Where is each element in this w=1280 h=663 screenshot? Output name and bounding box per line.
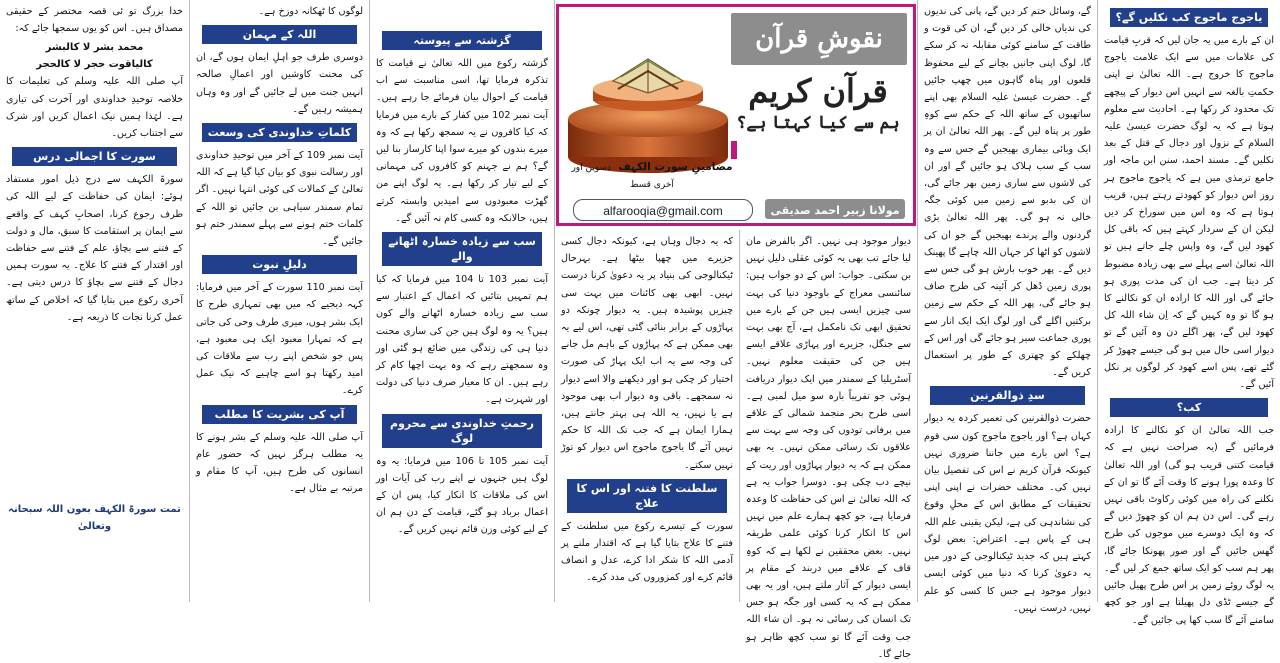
paragraph: دیوار موجود ہی نہیں۔ اگر بالفرض مان لیا جائے تب بھی یہ کوئی عقلی دلیل نہیں بن سکتی۔ جواب: اس کے دو جواب ہیں: سائنسی معراج کے باوجود دنیا کی بہت سی چیزیں ایسی ہیں جن کے بارے میں تحقیق ابھی تک نامکمل ہے، آج بھی بہت سے جنگل، جزیرے اور پہاڑی علاقے ایسے ہیں جن کی حقیقت معلوم نہیں۔ آسٹریلیا کے سمندر میں ایک دیوار دریافت ہوئی جو تقریباً بارہ سو میل لمبی ہے۔ اسی طرح بحر منجمد شمالی کے علاقے میں برفانی تودوں کی وجہ سے بہت سے علاقوں تک رسائی ممکن نہیں۔ یہ بھی ممکن ہے کہ یہ دیوار پہاڑوں اور ریت کے نیچے دب چکی ہو۔ دوسرا جواب یہ ہے کہ اللہ تعالیٰ نے اس کی حفاظت کا وعدہ فرمایا ہے، جو کچھ ہمارے علم میں نہیں اس کا انکار کرنا کوئی علمی طریقہ نہیں۔ بعض محققین نے لکھا ہے کہ کوہِ قاف کے علاقے میں دربند کے مقام پر ایسی دیوار کے آثار ملتے ہیں، اور یہ بھی ممکن ہے کہ یہ کسی اور جگہ ہو جس تک انسان کی رسائی نہ ہو۔ ان شاء اللہ جب وقت آئے گا تو سب کچھ ظاہر ہو جائے گا۔ xyxy=(746,236,911,660)
heading-sadd-zulqarnain: سدِ ذوالقرنین xyxy=(930,386,1085,405)
column-divider xyxy=(369,0,370,602)
series-title-banner xyxy=(731,13,907,65)
paragraph: حضرت ذوالقرنین کی تعمیر کردہ یہ دیوار کہاں ہے؟ اور یاجوج ماجوج کون سی قوم ہے؟ اس بارے میں جاننا ضروری نہیں کیونکہ قرآن کریم نے اس کی تفصیل بیان نہیں کی۔ مختلف حضرات نے اپنی اپنی تحقیقات کے مطابق اس کے محلِ وقوع کی نشاندہی کی ہے، لیکن یقینی علم اللہ ہی کے پاس ہے۔ اعتراض: بعض لوگ کہتے ہیں کہ جدید ٹیکنالوجی کے دور میں یہ دعویٰ کرنا کہ دنیا میں کوئی ایسی دیوار موجود ہے جس کا کسی کو علم نہیں، درست نہیں۔ xyxy=(924,413,1091,614)
paragraph: خدا بزرگ تو ئی قصہ مختصر کے حقیقی مصداق ہیں۔ اس کو یوں سمجھا جائے کہ: xyxy=(6,6,183,35)
paragraph: آیت نمبر 105 تا 106 میں فرمایا: یہ وہ لوگ ہیں جنہوں نے اپنے رب کی آیات اور اس کی ملاقات کا انکار کیا، پس ان کے اعمال برباد ہو گئے، قیامت کے دن ہم ان کے لیے کوئی وزن قائم نہیں کریں گے۔ xyxy=(376,455,548,536)
heading-saltanat: سلطنت کا فتنہ اور اس کا علاج xyxy=(567,479,727,513)
column-4 xyxy=(555,230,739,602)
main-title-line2: ہم سے کیا کہتا ہے؟ xyxy=(736,113,900,133)
paragraph: آپ صلی اللہ علیہ وسلم کے بشر ہونے کا یہ مطلب ہرگز نہیں کہ حضور عام انسانوں کی طرح ہیں، آپ کا مقام و مرتبہ بے مثال ہے۔ xyxy=(196,431,363,495)
paragraph: آیت نمبر 110 سورت کے آخر میں فرمایا: کہہ دیجیے کہ میں بھی تمہاری طرح کا ایک بشر ہوں، میری طرف وحی کی جاتی ہے کہ تمہارا معبود ایک ہی معبود ہے، پس جو شخص اپنے رب سے ملاقات کی امید رکھتا ہو اسے چاہیے کہ نیک عمل کرے۔ xyxy=(196,282,363,397)
main-title-line1: قرآن کریم xyxy=(748,72,888,110)
heading-kab: کب؟ xyxy=(1110,398,1268,417)
paragraph: کہ یہ دجال وہاں ہے، کیونکہ دجال کسی جزیرے میں چھپا بیٹھا ہے۔ بہرحال ٹیکنالوجی کی بنیاد پر یہ دعویٰ کرنا درست نہیں۔ ابھی بھی کائنات میں بہت سی چیزیں پوشیدہ ہیں۔ یہ دیوار چونکہ دو پہاڑوں کے برابر بنائی گئی تھی، اس لیے یہ بھی ممکن ہے کہ پہاڑوں کے باہم مل جانے کی وجہ سے یہ اب ایک پہاڑ کی صورت اختیار کر چکی ہو اور دیکھنے والا اسے دیوار نہ سمجھے۔ باقی وہ دیوار اب بھی موجود ہے یا نہیں، یہ اللہ ہی بہتر جانتے ہیں، ہمارا ایمان ہے کہ جب تک اللہ کا حکم نہیں آئے گا یاجوج ماجوج اس دیوار کو توڑ نہیں سکتے۔ xyxy=(561,236,733,471)
column-7 xyxy=(0,0,189,602)
feature-box xyxy=(556,4,916,226)
series-title: نقوشِ قرآن xyxy=(755,24,883,54)
column-divider xyxy=(917,0,918,602)
column-2 xyxy=(918,0,1097,614)
paragraph: سورۃ الکہف سے درج ذیل امور مستفاد ہوئے: ایمان کی حفاظت کے لیے اللہ کی طرف رجوع کرنا، اصحابِ کہف کے واقعے سے ایمان پر استقامت کا سبق، مال و دولت کے فتنے سے بچاؤ، علم کے فتنے سے حفاظت اور اقتدار کے فتنے کا علاج۔ یہ سورت ہمیں دجال کے فتنے سے بچاؤ کا درس دیتی ہے۔ آخری رکوع میں بتایا گیا کہ اخلاص کے ساتھ عمل کرنا نجات کا ذریعہ ہے۔ xyxy=(6,174,183,323)
column-5 xyxy=(370,0,554,602)
paragraph: سورت کے تیسرے رکوع میں سلطنت کے فتنے کا علاج بتایا گیا ہے کہ اقتدار ملنے پر آدمی اللہ کا شکر ادا کرے، عدل و انصاف قائم کرے اور کمزوروں کی مدد کرے۔ xyxy=(561,520,733,584)
paragraph: دوسری طرف جو اہلِ ایمان ہوں گے، ان کی محنت کاوشیں اور اعمالِ صالحہ انہیں جنت میں لے جائیں گے اور وہ وہاں ہمیشہ رہیں گے۔ xyxy=(196,52,363,115)
paragraph: آپ صلی اللہ علیہ وسلم کی تعلیمات کا خلاصہ توحیدِ خداوندی اور آخرت کی تیاری ہے۔ لہٰذا ہمیں نیک اعمال کریں اور شرک سے اجتناب کریں۔ xyxy=(6,76,183,140)
heading-bashariyat: آپ کی بشریت کا مطلب xyxy=(202,405,357,424)
paragraph: گزشتہ رکوع میں اللہ تعالیٰ نے قیامت کا تذکرہ فرمایا تھا، اسی مناسبت سے اب قیامت کے احوال بیان فرمائے جا رہے ہیں۔ آیت نمبر 102 میں کفار کے بارے میں فرمایا کہ کیا کافروں نے یہ سمجھ رکھا ہے کہ وہ میرے بندوں کو میرے سوا اپنا کارساز بنا لیں گے؟ ہم نے جہنم کو کافروں کی مہمانی کے لیے تیار کر رکھا ہے۔ یہ لوگ اپنے من گھڑت معبودوں سے امیدیں وابستہ کرتے ہیں، حالانکہ وہ کسی کام نہ آئیں گے۔ xyxy=(376,58,548,224)
heading-khasara: سب سے زیادہ خسارہ اٹھانے والے xyxy=(382,232,542,266)
paragraph: گے، وسائل ختم کر دیں گے، پانی کی ندیوں کی ندیاں خالی کر دیں گے، ان کی قوت و طاقت کے سامنے کوئی مقابلہ نہ کر سکے گا، لوگ اپنی جانیں بچانے کے لیے محفوظ قلعوں اور پناہ گاہوں میں چھپ جائیں گے۔ حضرت عیسیٰ علیہ السلام بھی اپنے ساتھیوں کے ساتھ اللہ کے حکم سے کوہِ طور پر پناہ لیں گے۔ پھر اللہ تعالیٰ ان پر ایک وبائی بیماری بھیجیں گے جس سے وہ سب کے سب ہلاک ہو جائیں گے اور ان کی لاشوں سے ساری زمین بھر جائے گی، ان کی بدبو سے زمین میں کوئی جگہ خالی نہ ہو گی۔ پھر اللہ تعالیٰ بڑی گردنوں والے پرندے بھیجیں گے جو ان کی لاشوں کو اٹھا کر جہاں اللہ چاہے گا پھینک دیں گے۔ پھر خوب بارش ہو گی جس سے پوری زمین دُھل کر آئینہ کی طرح صاف ہو جائے گی، پھر اللہ کے حکم سے زمین برکتیں اگلے گی اور لوگ ایک ایک انار سے پوری جماعت سیر ہو جائے گی اور اس کے چھلکے کو چھتری کے طور پر استعمال کریں گے۔ xyxy=(923,6,1091,379)
title-accent-dot xyxy=(731,141,737,159)
subtitle-line xyxy=(567,159,737,193)
quran-stand-illustration xyxy=(563,19,733,179)
paragraph: آیت نمبر 103 تا 104 میں فرمایا کہ کیا ہم تمہیں بتائیں کہ اعمال کے اعتبار سے سب سے زیادہ خسارہ اٹھانے والے کون ہیں؟ یہ وہ لوگ ہیں جن کی ساری محنت دنیا ہی کی زندگی میں ضائع ہو گئی اور وہ سمجھتے رہے کہ وہ بہت اچھا کام کر رہے ہیں۔ ان کا معیار صرف دنیا کی دولت اور شہرت ہے۔ xyxy=(376,274,548,406)
heading-yajuj-majuj: یاجوج ماجوج کب نکلیں گے؟ xyxy=(1110,8,1268,27)
paragraph: ان کے بارے میں یہ جان لیں کہ قربِ قیامت کی علامات میں سے ایک علامت یاجوج ماجوج کا خروج ہے۔ اللہ تعالیٰ نے اپنی حکمتِ بالغہ سے انہیں اس دیوار کے پیچھے تک محدود کر رکھا ہے۔ احادیث سے معلوم ہوتا ہے کہ یہ لوگ حضرت عیسیٰ علیہ السلام کے نزول اور دجال کے قتل کے بعد نکلیں گے۔ مسند احمد، سنن ابن ماجہ اور جامع ترمذی میں ہے کہ یاجوج ماجوج ہر روز اس دیوار کو کھودتے رہتے ہیں، قریب ہوتا ہے کہ وہ اس میں سوراخ کر دیں لیکن ان کے سردار کہتے ہیں کہ باقی کل کھود لیں گے، وہ واپس چلے جاتے ہیں تو اللہ تعالیٰ اسے پہلے سے بھی زیادہ مضبوط کر دیتا ہے۔ جب ان کی مدت پوری ہو جائے گی اور اللہ کا ارادہ ان کو نکالنے کا ہو گا تو وہ کہیں گے کہ اِن شاء اللہ کل کھود لیں گے، پھر اگلے دن وہ آئیں گے تو دیوار اسی حال میں ہو گی جیسے چھوڑ کر گئے تھے، پس اسے کھود کر لوگوں پر نکل آئیں گے۔ xyxy=(1104,35,1274,391)
paragraph: جب اللہ تعالیٰ ان کو نکالنے کا ارادہ فرمائیں گے (یہ صراحت نہیں ہے کہ قیامت کتنی قریب ہو گی) اور اللہ تعالیٰ کا وعدہ پورا ہونے کا وقت آئے گا تو ان کے نکلنے کی راہ میں کوئی رکاوٹ باقی نہیں رہے گی۔ اس دن ہم ان کو چھوڑ دیں گے کہ وہ ایک دوسرے میں موجوں کی طرح گھس جائیں گے اور صور پھونکا جائے گا، پھر ہم سب کو ایک ساتھ جمع کر لیں گے۔ یہ لوگ روئے زمین پر اس طرح پھیل جائیں گے جیسے ٹڈی دل پھیلتا ہے اور جو کچھ سامنے آئے گا سب کھا پی جائیں گے۔ xyxy=(1104,425,1274,626)
author-name: مولانا زبیر احمد صدیقی xyxy=(770,204,900,217)
main-title xyxy=(733,71,903,135)
heading-mehman: اللہ کے مہمان xyxy=(202,25,357,44)
paragraph: آیت نمبر 109 کے آخر میں توحیدِ خداوندی اور رسالت نبوی کو بیان کیا گیا ہے کہ اللہ تعالیٰ کے کمالات کی کوئی انتہا نہیں۔ اگر تمام سمندر سیاہی بن جائیں تو اللہ کے کلمات ختم ہونے سے پہلے سمندر ختم ہو جائیں گے۔ xyxy=(196,150,363,248)
column-divider xyxy=(554,0,555,602)
column-divider xyxy=(739,230,740,602)
heading-guzishta: گزشتہ سے پیوستہ xyxy=(382,31,542,50)
paragraph: لوگوں کا ٹھکانہ دوزخ ہے۔ xyxy=(258,6,363,17)
column-divider xyxy=(1097,0,1098,602)
heading-ijmali-dars: سورت کا اجمالی درس xyxy=(12,147,177,166)
heading-kalimat: کلماتِ خداوندی کی وسعت xyxy=(202,123,357,142)
subtitle: مضامینِ سورت الکہف xyxy=(618,161,733,173)
email-text: alfarooqia@gmail.com xyxy=(603,204,723,218)
column-1 xyxy=(1098,0,1280,626)
verse-line: کالیاقوت حجر لا کالحجر xyxy=(36,59,153,71)
heading-mahroom: رحمتِ خداوندی سے محروم لوگ xyxy=(382,414,542,448)
column-6 xyxy=(190,0,369,602)
heading-daleel: دلیلِ نبوت xyxy=(202,255,357,274)
column-3 xyxy=(740,230,917,660)
installment: دسویں اور آخری قسط xyxy=(571,163,674,190)
closing-line: تمت سورۃ الکہف بعون اللہ سبحانہ وتعالیٰ xyxy=(8,504,181,533)
email-pill[interactable] xyxy=(573,199,753,221)
author-pill xyxy=(765,199,905,219)
verse-line: محمد بشر لا کالبشر xyxy=(45,42,144,54)
column-divider xyxy=(189,0,190,602)
